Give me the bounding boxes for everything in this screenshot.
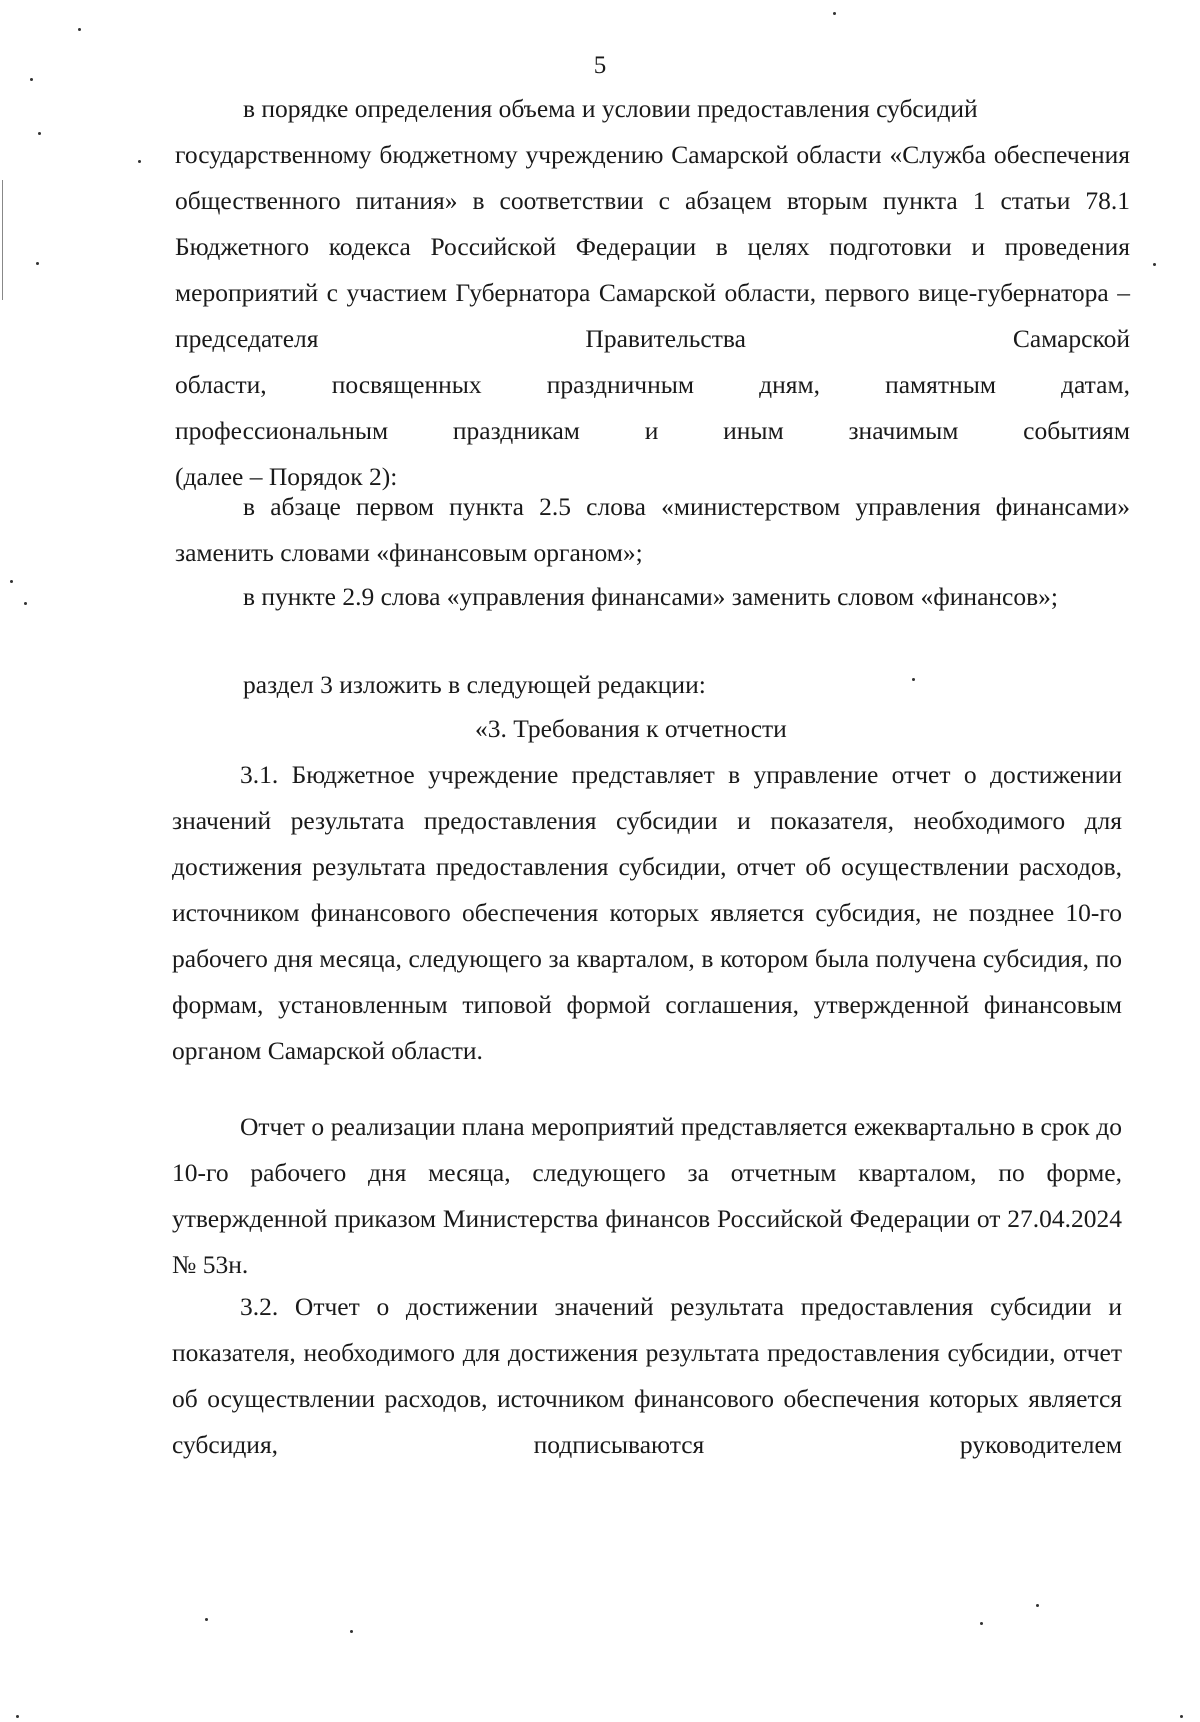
- word: событиям: [1023, 416, 1130, 445]
- word: посвященных: [331, 370, 482, 399]
- spread-line-2: [175, 408, 1130, 454]
- paragraph-text: 3.1. Бюджетное учреждение представляет в управление отчет о достижении значений результата предоставления субсидии и показателя, необходимого для достижения результата предоставления субсидии, отчет об осуществлении расходов, источником финансового обеспечения которых является субсидия, не позднее 10-го рабочего дня месяца, следующего за кварталом, в котором была получена субсидия, по формам, установленным типовой формой соглашения, утвержденной финансовым органом Самарской области.: [172, 760, 1122, 1065]
- heading-text: «3. Требования к отчетности: [475, 714, 787, 743]
- paragraph-clause-2-9: [175, 574, 1130, 620]
- paragraph-text: 3.2. Отчет о достижении значений результата предоставления субсидии и показателя, необходимого для достижения результата предоставления субсидии, отчет об осуществлении расходов, источником финансового обеспечения которых является субсидия, подписываются руководителем: [172, 1292, 1122, 1459]
- paragraph-text: государственному бюджетному учреждению Самарской области «Служба обеспечения общественного питания» в соответствии с абзацем вторым пункта 1 статьи 78.1 Бюджетного кодекса Российской Федерации в целях подготовки и проведения мероприятий с участием Губернатора Самарской области, первого вице-губернатора – председателя Правительства Самарской: [175, 140, 1130, 353]
- paragraph-amendment-intro: [175, 86, 1130, 500]
- scan-speck: [36, 262, 39, 265]
- scan-speck: [1153, 263, 1156, 266]
- section-heading: [175, 706, 1130, 752]
- scan-speck: [833, 12, 836, 15]
- word: профессиональным: [175, 416, 389, 445]
- word: области,: [175, 370, 267, 399]
- word: и: [644, 416, 659, 445]
- scan-speck: [30, 78, 33, 81]
- paragraph-text: в пункте 2.9 слова «управления финансами» заменить словом «финансов»;: [243, 582, 1058, 611]
- word: иным: [723, 416, 784, 445]
- word: праздничным: [546, 370, 695, 399]
- scan-speck: [16, 1715, 19, 1718]
- word: праздникам: [452, 416, 580, 445]
- scan-speck: [1036, 1604, 1039, 1607]
- word: датам,: [1061, 370, 1130, 399]
- scan-speck: [205, 1618, 208, 1621]
- scan-speck: [78, 28, 81, 31]
- word: значимым: [848, 416, 959, 445]
- paragraph-clause-2-5: [175, 484, 1130, 576]
- paragraph-section-3-intro: [175, 662, 1130, 708]
- paragraph-3-1: [172, 752, 1122, 1074]
- paragraph-text: в абзаце первом пункта 2.5 слова «министерством управления финансами» заменить словами «финансовым органом»;: [175, 492, 1130, 567]
- paragraph-plan-report: [172, 1104, 1122, 1288]
- scan-speck: [38, 132, 41, 135]
- word: памятным: [885, 370, 996, 399]
- word: дням,: [759, 370, 820, 399]
- scan-speck: [912, 678, 915, 681]
- scan-edge-line: [2, 180, 3, 300]
- scan-speck: [24, 602, 27, 605]
- scan-speck: [1180, 1715, 1183, 1718]
- scan-speck: [10, 580, 13, 583]
- spread-line-1: [175, 362, 1130, 408]
- scan-speck: [350, 1630, 353, 1633]
- paragraph-text: (далее – Порядок 2):: [175, 462, 398, 491]
- page-number: 5: [593, 52, 607, 79]
- scan-speck: [138, 160, 141, 163]
- scan-speck: [980, 1622, 983, 1625]
- paragraph-text: Отчет о реализации плана мероприятий представляется ежеквартально в срок до 10-го рабочего дня месяца, следующего за отчетным кварталом, по форме, утвержденной приказом Министерства финансов Российской Федерации от 27.04.2024 № 53н.: [172, 1112, 1122, 1279]
- paragraph-line: в порядке определения объема и условии предоставления субсидий: [243, 94, 978, 123]
- paragraph-text: раздел 3 изложить в следующей редакции:: [243, 670, 706, 699]
- paragraph-3-2: [172, 1284, 1122, 1468]
